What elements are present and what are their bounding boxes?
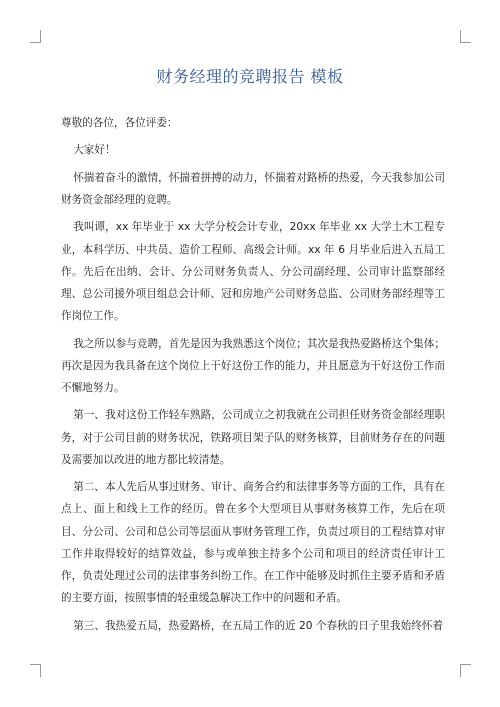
paragraph-motivation: 我之所以参与竞聘，首先是因为我熟悉这个岗位；其次是我热爱路桥这个集体；再次是因为我具备在这个岗位上干好这份工作的能力，并且愿意为干好这份工作而不懈地努力。 bbox=[61, 337, 445, 394]
paragraph-third-point: 第三、我热爱五局，热爱路桥，在五局工作的近 20 个春秋的日子里我始终怀着 bbox=[73, 619, 443, 632]
crop-mark-top-right bbox=[460, 30, 471, 43]
paragraph-intro: 怀揣着奋斗的激情，怀揣着拼搏的动力，怀揣着对路桥的热爱，今天我参加公司财务资金部经理的竞聘。 bbox=[61, 171, 445, 206]
crop-mark-bottom-left bbox=[30, 664, 41, 677]
crop-mark-bottom-right bbox=[460, 664, 471, 677]
document-body bbox=[61, 112, 445, 642]
paragraph-first-point: 第一、我对这份工作轻车熟路，公司成立之初我就在公司担任财务资金部经理职务，对于公司目前的财务状况，铁路项目架子队的财务核算，目前财务存在的问题及需要加以改进的地方都比较清楚。 bbox=[61, 409, 445, 466]
greeting: 大家好！ bbox=[73, 144, 116, 157]
paragraph-background: 我叫谭，xx 年毕业于 xx 大学分校会计专业，20xx 年毕业 xx 大学土木工程专业，本科学历、中共员、造价工程师、高级会计师。xx 年 6 月毕业后进入五局工作。先后在出纳、会计、分公司财务负责人、分公司副经理、公司审计监察部经理、总公司援外项目组总会计师、冠和房地产公司财务总监、公司财务部经理等工作岗位工作。 bbox=[61, 221, 445, 323]
document-title: 财务经理的竞聘报告 模板 bbox=[156, 67, 344, 86]
crop-mark-top-left bbox=[30, 30, 41, 43]
paragraph-second-point: 第二、本人先后从事过财务、审计、商务合约和法律事务等方面的工作，具有在点上、面上和线上工作的经历。曾在多个大型项目从事财务核算工作，先后在项目、分公司、公司和总公司等层面从事财务管理工作，负责过项目的工程结算对审工作并取得较好的结算效益，参与或单独主持多个公司和项目的经济责任审计工作，负责处理过公司的法律事务纠纷工作。在工作中能够及时抓住主要矛盾和矛盾的主要方面，按照事情的轻重缓急解决工作中的问题和矛盾。 bbox=[61, 481, 445, 605]
salutation: 尊敬的各位，各位评委： bbox=[61, 117, 178, 129]
